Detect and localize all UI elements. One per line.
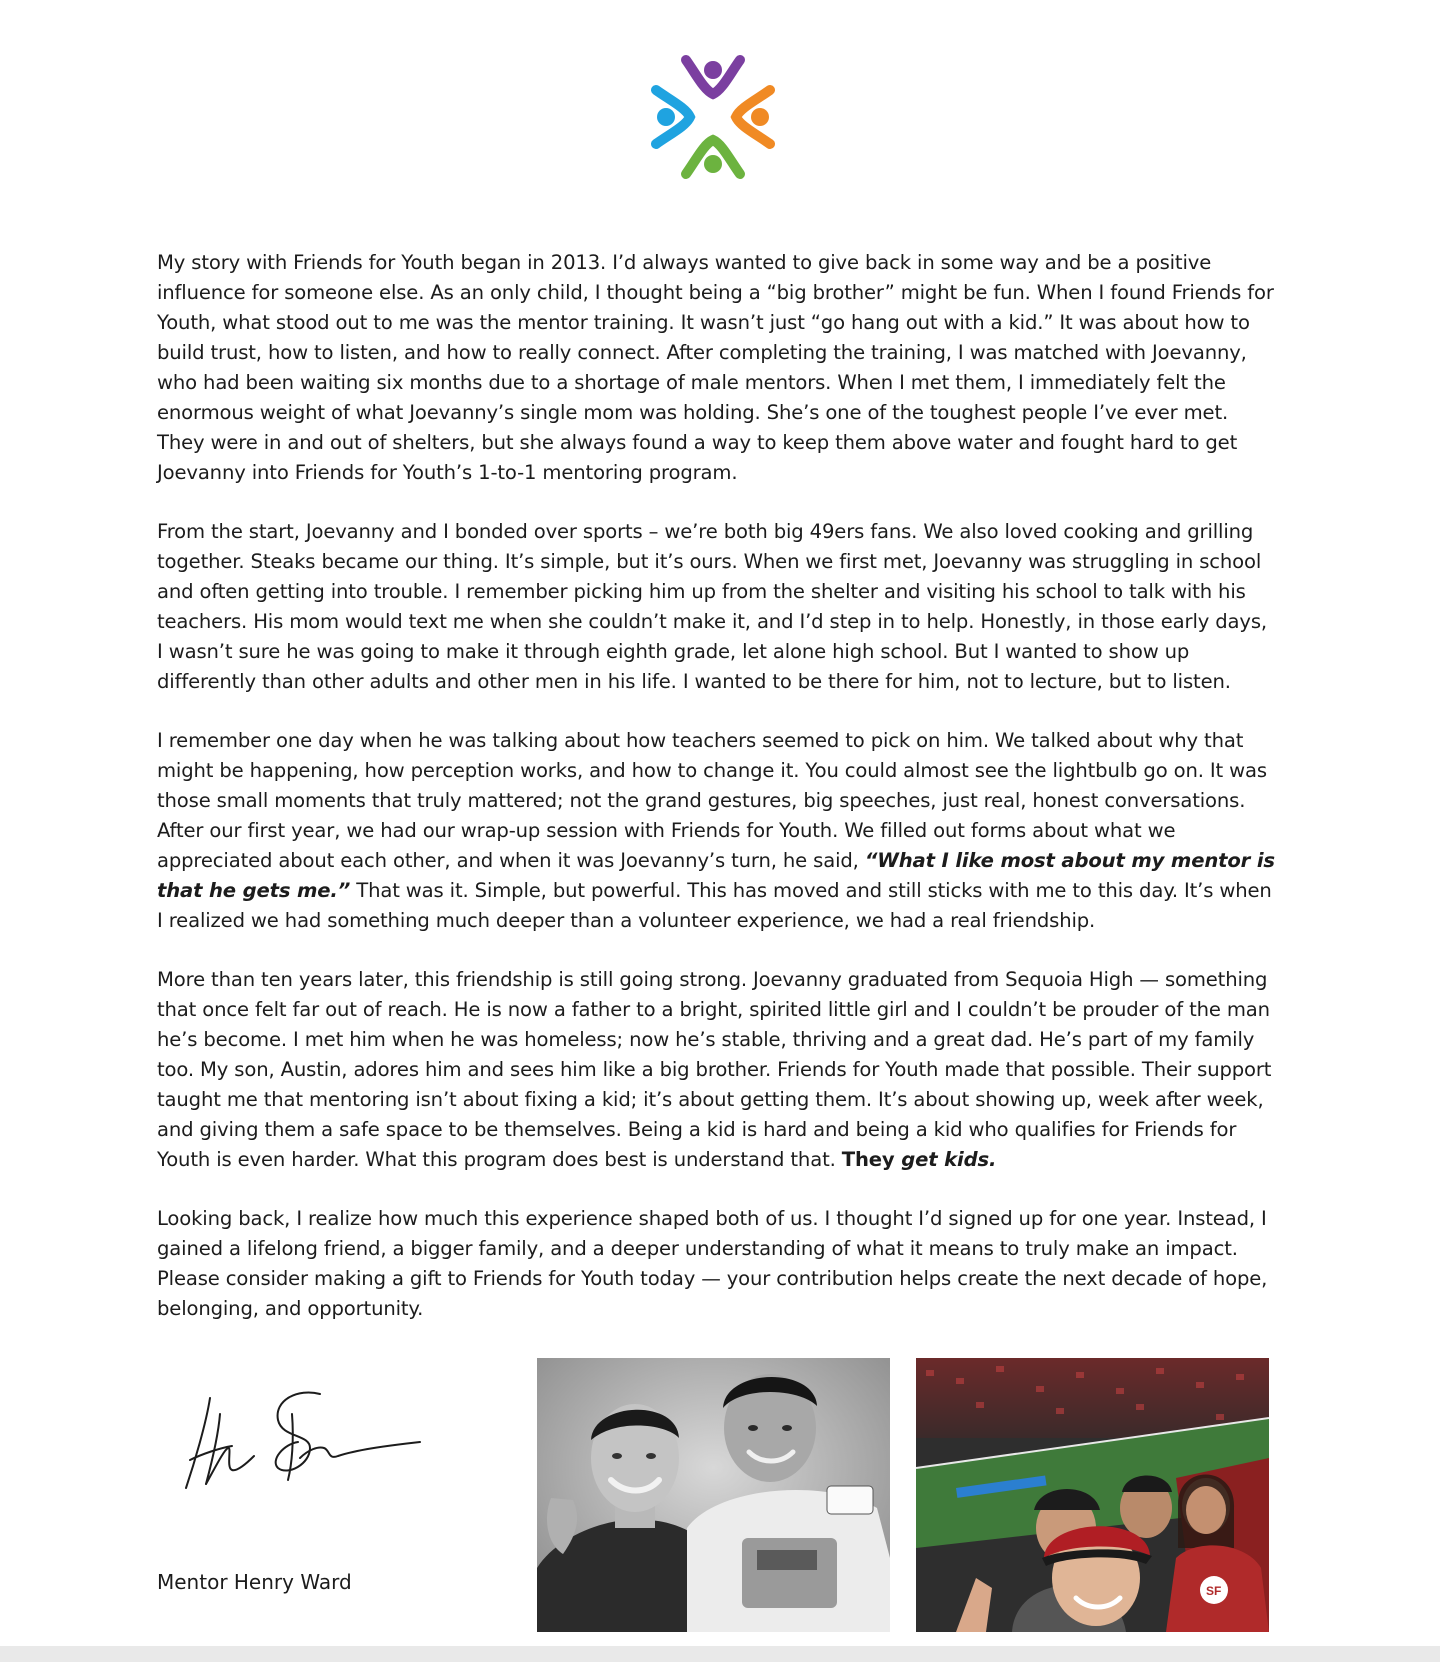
handwritten-signature	[180, 1384, 440, 1514]
they-bold: They	[841, 1148, 902, 1171]
stadium-selfie-photo	[916, 1358, 1269, 1632]
get-kids-emphasis: get kids.	[901, 1148, 997, 1171]
paragraph-3-end: That was it. Simple, but powerful. This has moved and still sticks with me to this day. It’s when I realized we had something much deeper than a volunteer experience, we had a real friendship.	[157, 879, 1272, 932]
mentor-mentee-portrait-photo	[537, 1358, 890, 1632]
signer-name: Mentor Henry Ward	[157, 1570, 352, 1594]
paragraph-1: My story with Friends for Youth began in 2013. I’d always wanted to give back in some way and be a positive influence for someone else. As an only child, I thought being a “big brother” might be fun. When I found Friends for Youth, what stood out to me was the mentor training. It wasn’t just “go hang out with a kid.” It was about how to build trust, how to listen, and how to really connect. After completing the training, I was matched with Joevanny, who had been waiting six months due to a shortage of male mentors. When I met them, I immediately felt the enormous weight of what Joevanny’s single mom was holding. She’s one of the toughest people I’ve ever met. They were in and out of shelters, but she always found a way to keep them above water and fought hard to get Joevanny into Friends for Youth’s 1-to-1 mentoring program.	[157, 251, 1274, 484]
page-bottom-edge	[0, 1646, 1440, 1662]
paragraph-4	[157, 965, 1277, 1175]
letter-body	[157, 248, 1277, 1353]
mentee-quote: “What I like most about my mentor is that he gets me.”	[157, 849, 1275, 902]
paragraph-2: From the start, Joevanny and I bonded over sports – we’re both big 49ers fans. We also loved cooking and grilling together. Steaks became our thing. It’s simple, but it’s ours. When we first met, Joevanny was struggling in school and often getting into trouble. I remember picking him up from the shelter and visiting his school to talk with his teachers. His mom would text me when she couldn’t make it, and I’d step in to help. Honestly, in those early days, I wasn’t sure he was going to make it through eighth grade, let alone high school. But I wanted to show up differently than other adults and other men in his life. I wanted to be there for him, not to lecture, but to listen.	[157, 520, 1267, 693]
paragraph-3	[157, 726, 1277, 936]
svg-text:SF: SF	[1206, 1584, 1222, 1598]
paragraph-3-start: I remember one day when he was talking about how teachers seemed to pick on him. We talked about why that might be happening, how perception works, and how to change it. You could almost see the lightbulb go on. It was those small moments that truly mattered; not the grand gestures, big speeches, just real, honest conversations. After our first year, we had our wrap-up session with Friends for Youth. We filled out forms about what we appreciated about each other, and when it was Joevanny’s turn, he said,	[157, 729, 1267, 872]
paragraph-5: Looking back, I realize how much this experience shaped both of us. I thought I’d signed up for one year. Instead, I gained a lifelong friend, a bigger family, and a deeper understanding of what it means to truly make an impact. Please consider making a gift to Friends for Youth today — your contribution helps create the next decade of hope, belonging, and opportunity.	[157, 1207, 1268, 1320]
friends-for-youth-logo-icon	[648, 52, 778, 182]
paragraph-4-start: More than ten years later, this friendship is still going strong. Joevanny graduated from Sequoia High — something that once felt far out of reach. He is now a father to a bright, spirited little girl and I couldn’t be prouder of the man he’s become. I met him when he was homeless; now he’s stable, thriving and a great dad. He’s part of my family too. My son, Austin, adores him and sees him like a big brother. Friends for Youth made that possible. Their support taught me that mentoring isn’t about fixing a kid; it’s about getting them. It’s about showing up, week after week, and giving them a safe space to be themselves. Being a kid is hard and being a kid who qualifies for Friends for Youth is even harder. What this program does best is understand that.	[157, 968, 1272, 1171]
